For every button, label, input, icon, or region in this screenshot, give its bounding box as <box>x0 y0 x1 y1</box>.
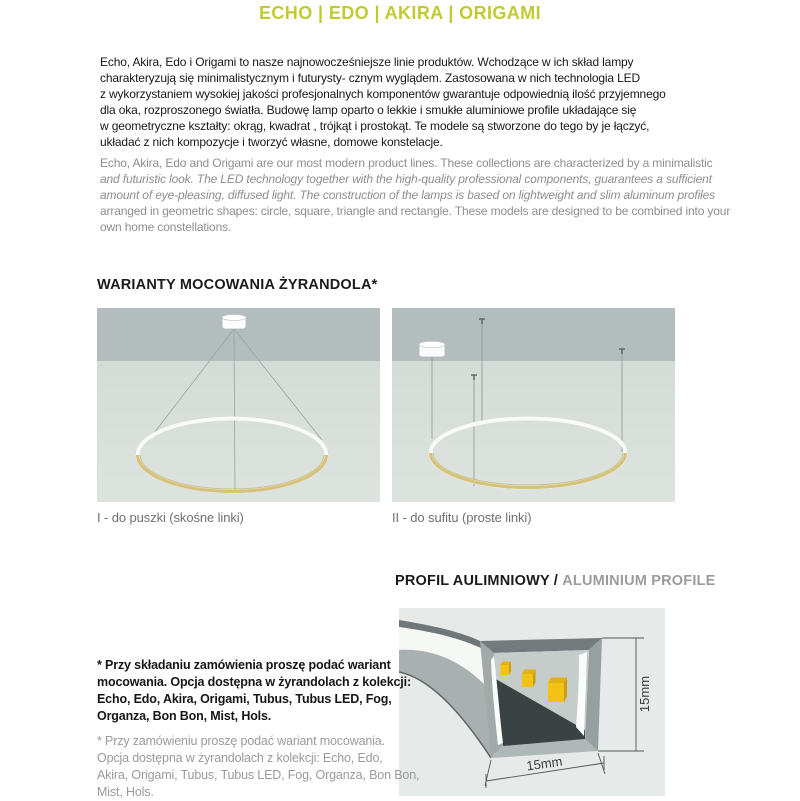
text-line: Organza, Bon Bon, Mist, Hols. <box>97 709 272 723</box>
text-line: Echo, Akira, Edo i Origami to nasze najnowocześniejsze linie produktów. Wchodzące w ich skład lampy <box>100 55 634 69</box>
page-title: ECHO | EDO | AKIRA | ORIGAMI <box>259 3 541 23</box>
profile-diagram-drawing <box>399 608 665 796</box>
profile-heading-pl: PROFIL AULIMNIOWY / <box>395 573 563 589</box>
text-line: * Przy zamówieniu proszę podać wariant mocowania. <box>97 734 385 748</box>
order-note-gray <box>97 733 419 801</box>
mounting-diagram-2-drawing <box>392 308 675 502</box>
wall-background <box>392 361 675 502</box>
text-line: w geometryczne kształty: okrąg, kwadrat , trójkąt i prostokąt. Te modele są stworzone do tego by je łączyć, <box>100 119 650 133</box>
text-line: own home constellations. <box>100 220 232 234</box>
profile-heading-en: ALUMINIUM PROFILE <box>562 573 716 589</box>
text-line: * Przy składaniu zamówienia proszę podać wariant <box>97 658 391 672</box>
text-line: Mist, Hols. <box>97 785 154 799</box>
mounting-diagram-1-drawing <box>97 308 380 502</box>
intro-paragraph-pl <box>100 54 666 150</box>
profile-heading <box>395 573 716 589</box>
mounting-variants-heading: WARIANTY MOCOWANIA ŻYRANDOLA* <box>97 277 378 293</box>
mounting-caption-1: I - do puszki (skośne linki) <box>97 510 244 525</box>
text-line: Echo, Akira, Edo and Origami are our most modern product lines. These collections are characterized by a minimalistic <box>100 156 713 170</box>
intro-paragraph-en <box>100 155 730 235</box>
text-line: Opcja dostępna w żyrandolach z kolekcji: Echo, Edo, <box>97 751 383 765</box>
dimension-height-label: 15mm <box>637 675 652 713</box>
ceiling-canopy <box>222 315 246 330</box>
text-line: Echo, Edo, Akira, Origami, Tubus, Tubus LED, Fog, <box>97 692 392 706</box>
led-chip-3 <box>548 678 567 703</box>
led-chip-1 <box>501 662 512 676</box>
mounting-diagram-1 <box>97 308 380 502</box>
text-line: charakteryzują się minimalistycznym i futurysty- cznym wyglądem. Zastosowana w nich technologia LED <box>100 71 641 85</box>
dimension-width-label: 15mm <box>525 753 564 774</box>
ceiling-canopy <box>419 341 445 357</box>
order-note-bold <box>97 657 411 725</box>
text-line: amount of eye-pleasing, diffused light. The construction of the lamps is based on lightweight and slim aluminum profiles <box>100 188 716 202</box>
text-line: dla oka, rozproszonego światła. Budowę lamp oparto o lekkie i smukłe aluminiowe profile układające się <box>100 103 637 117</box>
text-line: mocowania. Opcja dostępna w żyrandolach z kolekcji: <box>97 675 411 689</box>
led-chip-2 <box>522 670 536 688</box>
profile-diagram <box>399 608 665 796</box>
text-line: układać z nich kompozycje i tworzyć własne, domowe konstelacje. <box>100 135 443 149</box>
wall-background <box>97 361 380 502</box>
text-line: and futuristic look. The LED technology together with the high-quality professional components, guarantees a sufficient <box>100 172 712 186</box>
profile-cross-section <box>480 638 602 758</box>
mounting-diagram-2 <box>392 308 675 502</box>
text-line: Akira, Origami, Tubus, Tubus LED, Fog, Organza, Bon Bon, <box>97 768 420 782</box>
mounting-caption-2: II - do sufitu (proste linki) <box>392 510 532 525</box>
text-line: arranged in geometric shapes: circle, square, triangle and rectangle. These models are designed to be combined into your <box>100 204 731 218</box>
text-line: z wykorzystaniem wysokiej jakości profesjonalnych komponentów gwarantuje odpowiednią ilość przyjemnego <box>100 87 666 101</box>
